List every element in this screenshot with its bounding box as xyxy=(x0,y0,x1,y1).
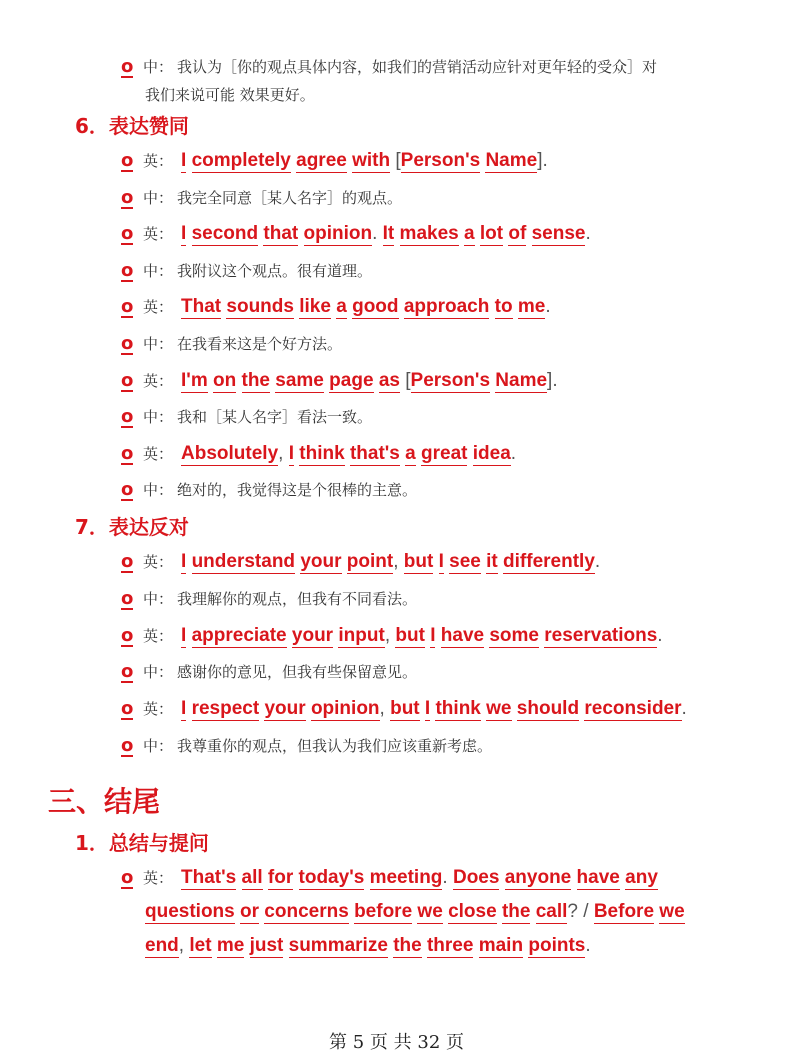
bullet-marker: o xyxy=(121,661,134,683)
english-phrase: Absolutely, I think that's a great idea. xyxy=(181,442,517,464)
item-prefix: 英： xyxy=(143,553,174,571)
english-phrase-continuation: end, let me just summarize the three main points. xyxy=(145,935,591,956)
chinese-translation: 我完全同意［某人名字］的观点。 xyxy=(177,188,403,207)
list-item xyxy=(121,623,721,649)
bullet-marker: o xyxy=(121,56,134,77)
item-prefix: 中： xyxy=(143,188,174,207)
footer-post: 页 xyxy=(446,1032,465,1053)
list-item xyxy=(121,404,721,430)
list-item xyxy=(121,185,721,211)
item-prefix: 英： xyxy=(143,869,174,887)
chinese-translation: 绝对的，我觉得这是个很棒的主意。 xyxy=(177,481,418,500)
chinese-translation: 我理解你的观点，但我有不同看法。 xyxy=(177,589,418,608)
item-prefix: 中： xyxy=(143,261,174,280)
chinese-translation: 我尊重你的观点，但我认为我们应该重新考虑。 xyxy=(177,737,493,755)
chinese-translation: 我和［某人名字］看法一致。 xyxy=(177,408,373,427)
bullet-marker: o xyxy=(121,259,134,281)
item-prefix: 中： xyxy=(143,481,174,500)
bullet-marker: o xyxy=(121,406,134,428)
bullet-marker: o xyxy=(121,333,134,354)
chinese-translation: 我附议这个观点。很有道理。 xyxy=(177,261,373,280)
item-prefix: 中： xyxy=(143,663,174,682)
page-footer xyxy=(0,1028,793,1054)
item-prefix: 中： xyxy=(143,58,174,76)
chinese-translation: 在我看来这是个好方法。 xyxy=(177,335,343,353)
list-item xyxy=(121,586,721,612)
list-item xyxy=(121,696,721,722)
bullet-marker: o xyxy=(121,551,134,572)
list-item xyxy=(121,294,721,320)
english-phrase: I'm on the same page as [Person's Name]. xyxy=(181,369,558,391)
bullet-marker: o xyxy=(121,150,134,171)
item-text: 我认为［你的观点具体内容，如我们的营销活动应针对更年轻的受众］对 xyxy=(177,58,658,76)
bullet-marker: o xyxy=(121,296,134,318)
bullet-marker: o xyxy=(121,479,134,501)
footer-pre: 第 xyxy=(328,1032,347,1053)
list-item xyxy=(121,54,721,80)
item-prefix: 英： xyxy=(143,700,174,719)
section-heading-7: 7．表达反对 xyxy=(75,515,189,539)
bullet-marker: o xyxy=(121,186,134,208)
current-page-number: 5 xyxy=(352,1032,365,1053)
total-page-count: 32 xyxy=(417,1032,441,1053)
english-phrase: I second that opinion. It makes a lot of sense. xyxy=(181,223,591,245)
item-prefix: 英： xyxy=(143,444,174,463)
bullet-marker: o xyxy=(121,624,134,646)
chinese-translation: 感谢你的意见，但我有些保留意见。 xyxy=(177,663,418,682)
english-phrase: That's all for today's meeting. Does anyone have any xyxy=(181,867,658,888)
chapter-heading: 三、结尾 xyxy=(48,785,161,818)
bullet-marker: o xyxy=(121,587,134,609)
item-prefix: 中： xyxy=(143,408,174,427)
bullet-marker: o xyxy=(121,369,134,391)
list-item xyxy=(121,258,721,284)
list-item xyxy=(121,477,721,503)
item-prefix: 中： xyxy=(143,737,174,755)
list-item xyxy=(121,221,721,247)
item-prefix: 英： xyxy=(143,371,174,390)
list-item xyxy=(121,441,721,467)
item-prefix: 英： xyxy=(143,225,174,244)
section-heading-summary: 1．总结与提问 xyxy=(75,831,209,855)
list-item xyxy=(121,865,721,891)
section-heading-6: 6．表达赞同 xyxy=(75,114,189,138)
item-prefix: 英： xyxy=(143,626,174,645)
english-phrase: I understand your point, but I see it differently. xyxy=(181,551,601,572)
item-prefix: 英： xyxy=(143,152,174,170)
list-item xyxy=(121,331,721,357)
item-text-continuation: 我们来说可能 效果更好。 xyxy=(145,86,315,104)
english-phrase: That sounds like a good approach to me. xyxy=(181,296,551,318)
item-prefix: 中： xyxy=(143,589,174,608)
bullet-marker: o xyxy=(121,223,134,245)
english-phrase: I appreciate your input, but I have some reservations. xyxy=(181,624,663,646)
english-phrase-continuation: questions or concerns before we close the call? / Before we xyxy=(145,901,685,922)
english-phrase: I completely agree with [Person's Name]. xyxy=(181,150,548,171)
list-item xyxy=(121,733,721,759)
bullet-marker: o xyxy=(121,442,134,464)
list-item xyxy=(121,659,721,685)
bullet-marker: o xyxy=(121,698,134,720)
item-prefix: 中： xyxy=(143,335,174,353)
list-item xyxy=(121,549,721,575)
list-item xyxy=(121,148,721,174)
bullet-marker: o xyxy=(121,867,134,888)
item-prefix: 英： xyxy=(143,298,174,317)
bullet-marker: o xyxy=(121,735,134,756)
footer-mid: 页 共 xyxy=(369,1032,412,1053)
list-item xyxy=(121,368,721,394)
english-phrase: I respect your opinion, but I think we should reconsider. xyxy=(181,698,687,720)
